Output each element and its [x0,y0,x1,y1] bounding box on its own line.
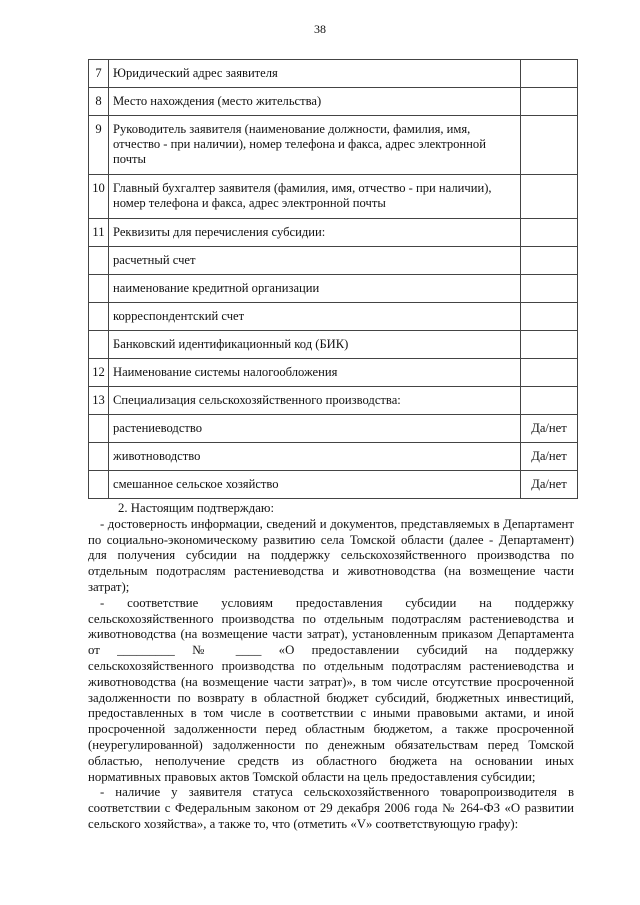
row-number: 10 [89,175,109,219]
table-row [89,275,578,303]
row-number [89,331,109,359]
row-label: Наименование системы налогообложения [109,359,521,387]
confirmation-item-accuracy: - достоверность информации, сведений и документов, представляемых в Департамент по социально-экономическому развитию села Томской области (далее - Департамент) для получения субсидии на поддержку сельскохозяйственного производства по отдельным подотраслям растениеводства и животноводства (на возмещение части затрат); [88,516,574,594]
table-row [89,175,578,219]
row-label: Руководитель заявителя (наименование должности, фамилия, имя, отчество - при наличии), номер телефона и факса, адрес электронной почты [109,116,521,175]
row-label: смешанное сельское хозяйство [109,471,521,499]
row-label: Банковский идентификационный код (БИК) [109,331,521,359]
row-number: 8 [89,88,109,116]
row-value[interactable] [521,247,578,275]
row-value[interactable] [521,303,578,331]
table-row [89,303,578,331]
row-value[interactable] [521,175,578,219]
row-value[interactable] [521,387,578,415]
row-number: 9 [89,116,109,175]
row-value[interactable] [521,116,578,175]
row-number: 12 [89,359,109,387]
table-row [89,387,578,415]
confirmation-section [88,501,574,833]
row-label: наименование кредитной организации [109,275,521,303]
table-row [89,415,578,443]
row-value[interactable] [521,60,578,88]
row-number: 13 [89,387,109,415]
row-number: 7 [89,60,109,88]
row-value[interactable] [521,88,578,116]
row-label: Главный бухгалтер заявителя (фамилия, имя, отчество - при наличии), номер телефона и факса, адрес электронной почты [109,175,521,219]
row-value[interactable]: Да/нет [521,471,578,499]
table-row [89,471,578,499]
row-number: 11 [89,219,109,247]
table-row [89,443,578,471]
row-label: Реквизиты для перечисления субсидии: [109,219,521,247]
row-value[interactable] [521,359,578,387]
row-label: растениеводство [109,415,521,443]
row-value[interactable] [521,331,578,359]
row-label: Юридический адрес заявителя [109,60,521,88]
row-label: животноводство [109,443,521,471]
page-number: 38 [314,22,326,36]
row-value[interactable] [521,275,578,303]
table-row [89,219,578,247]
table-row [89,116,578,175]
row-number [89,443,109,471]
confirmation-item-conditions: - соответствие условиям предоставления субсидии на поддержку сельскохозяйственного производства по отдельным подотраслям растениеводства и животноводства (на возмещение части затрат), установленным приказом Департамента от _________ № ____ «О предоставлении субсидий на поддержку сельскохозяйственного производства по отдельным подотраслям растениеводства и животноводства (на возмещение части затрат)», в том числе отсутствие просроченной задолженности по возврату в областной бюджет субсидий, бюджетных инвестиций, предоставленных в том числе в соответствии с иными правовыми актами, и иной просроченной задолженности перед областным бюджетом, а также просроченной (неурегулированной) задолженности по денежным обязательствам перед Томской областью, неполучение средств из областного бюджета на основании иных нормативных правовых актов Томской области на цель предоставления субсидии; [88,595,574,784]
row-number [89,471,109,499]
table-row [89,88,578,116]
row-label: Специализация сельскохозяйственного производства: [109,387,521,415]
row-label: Место нахождения (место жительства) [109,88,521,116]
row-number [89,415,109,443]
table-row [89,331,578,359]
confirmation-item-status: - наличие у заявителя статуса сельскохозяйственного товаропроизводителя в соответствии с Федеральным законом от 29 декабря 2006 года № 264-ФЗ «О развитии сельского хозяйства», а также то, что (отметить «V» соответствующую графу): [88,785,574,831]
row-number [89,247,109,275]
applicant-info-table [88,59,578,499]
row-label: расчетный счет [109,247,521,275]
table-row [89,247,578,275]
row-value[interactable]: Да/нет [521,443,578,471]
row-number [89,275,109,303]
row-number [89,303,109,331]
section-heading: 2. Настоящим подтверждаю: [118,501,275,515]
row-value[interactable] [521,219,578,247]
table-row [89,60,578,88]
table-row [89,359,578,387]
row-label: корреспондентский счет [109,303,521,331]
row-value[interactable]: Да/нет [521,415,578,443]
